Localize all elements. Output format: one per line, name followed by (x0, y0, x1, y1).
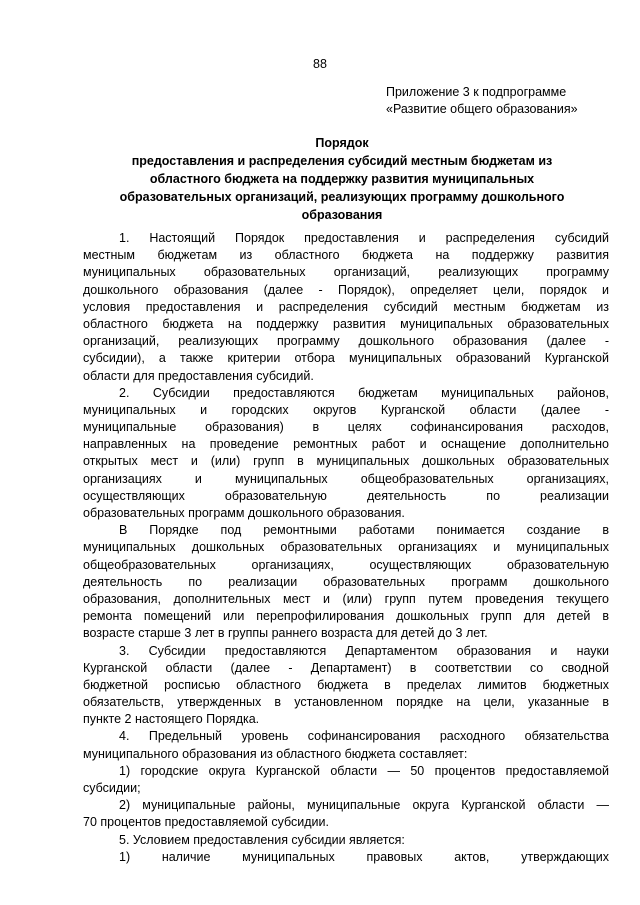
body-line: субсидии), а также критерии отбора муниципальных образований Курганской (83, 351, 609, 366)
body-line: 1. Настоящий Порядок предоставления и распределения субсидий (119, 231, 609, 245)
body-line: организаций, реализующих программу дошкольного образования (далее - (83, 334, 609, 349)
title-line: областного бюджета на поддержку развития муниципальных (149, 172, 535, 186)
body-line: 1) наличие муниципальных правовых актов, утверждающих (119, 849, 609, 864)
body-line: открытых мест и (или) групп в муниципальных дошкольных образовательных (83, 454, 609, 469)
body-line: местным бюджетам из областного бюджета на поддержку развития (83, 248, 609, 263)
body-line: 3. Субсидии предоставляются Департаментом образования и науки (119, 643, 609, 658)
body-line: субсидии; (83, 781, 141, 795)
document-body (83, 230, 609, 866)
body-line: муниципального образования из областного бюджета составляет: (83, 746, 468, 761)
body-line: муниципальных и городских округов Курганской области (далее - (83, 402, 609, 417)
body-line: области для предоставления субсидий. (83, 368, 314, 383)
body-line: 5. Условием предоставления субсидии является: (119, 832, 405, 847)
body-line: В Порядке под ремонтными работами понимается создание в (119, 523, 609, 538)
title-line: образовательных организаций, реализующих программу дошкольного (119, 190, 565, 204)
body-line: условия предоставления и распределения субсидий местным бюджетам из (83, 299, 609, 314)
body-line: Курганской области (далее - Департамент) в соответствии со сводной (83, 660, 609, 675)
page-number: 88 (313, 57, 327, 71)
body-line: муниципальных дошкольных образовательных организациях и муниципальных (83, 540, 609, 555)
title-line: образования (301, 208, 383, 222)
body-line: направленных на проведение ремонтных работ и оснащение дополнительно (83, 437, 609, 452)
body-line: бюджетной росписью областного бюджета в пределах лимитов бюджетных (83, 677, 609, 692)
body-line: обязательств, утвержденных в установленном порядке на цели, указанные в (83, 695, 609, 710)
body-line: общеобразовательных организациях, осуществляющих образовательную (83, 557, 609, 572)
body-line: деятельность по реализации образовательных программ дошкольного (83, 574, 609, 589)
body-line: осуществляющих образовательную деятельность по реализации (83, 488, 609, 503)
body-line: возрасте старше 3 лет в группы раннего возраста для детей до 3 лет. (83, 626, 488, 641)
body-line: пункте 2 настоящего Порядка. (83, 712, 260, 727)
body-line: 4. Предельный уровень софинансирования расходного обязательства (119, 729, 609, 744)
body-line: областного бюджета на поддержку развития муниципальных образовательных (83, 316, 609, 331)
body-line: муниципальные образования) в целях софинансирования расходов, (83, 420, 609, 435)
appendix-line: «Развитие общего образования» (386, 102, 578, 116)
title-line: Порядок (315, 136, 369, 150)
body-line: 2. Субсидии предоставляются бюджетам муниципальных районов, (119, 385, 609, 400)
appendix-line: Приложение 3 к подпрограмме (386, 85, 567, 99)
body-line: дошкольного образования (далее - Порядок), определяет цели, порядок и (83, 282, 609, 297)
body-line: образования, дополнительных мест и (или) групп путем проведения текущего (83, 591, 609, 606)
document-title (92, 134, 592, 224)
body-line: 2) муниципальные районы, муниципальные округа Курганской области — (119, 798, 609, 813)
body-line: ремонта помещений или перепрофилирования дошкольных групп для детей в (83, 609, 609, 624)
body-line: 70 процентов предоставляемой субсидии. (83, 815, 329, 830)
body-line: образовательных программ дошкольного образования. (83, 506, 405, 520)
body-line: организациях и муниципальных общеобразовательных организациях, (83, 471, 609, 486)
appendix-note (386, 84, 626, 118)
title-line: предоставления и распределения субсидий местным бюджетам из (131, 154, 553, 168)
body-line: муниципальных образовательных организаций, реализующих программу (83, 265, 609, 280)
body-line: 1) городские округа Курганской области — 50 процентов предоставляемой (119, 763, 609, 778)
